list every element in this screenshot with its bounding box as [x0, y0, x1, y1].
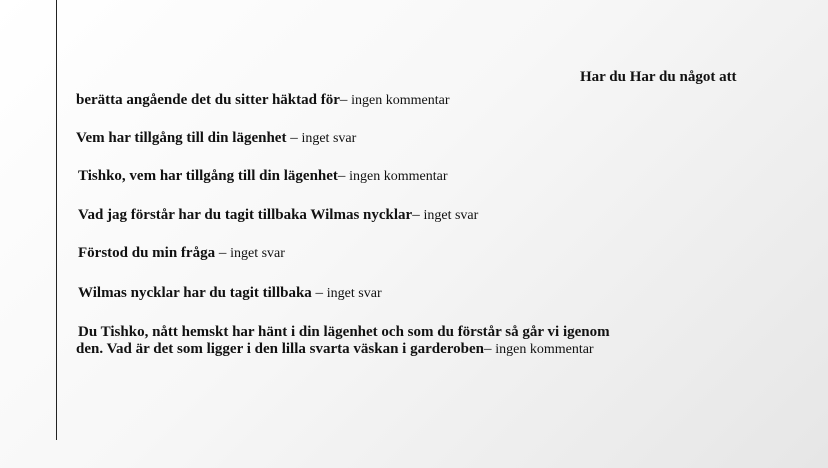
qa-line-7b: den. Vad är det som ligger i den lilla svarta väskan i garderoben– ingen kommentar — [76, 341, 594, 357]
qa-line-2: Vem har tillgång till din lägenhet – inget svar — [76, 130, 357, 146]
qa-line-3: Tishko, vem har tillgång till din lägenhet– ingen kommentar — [78, 168, 448, 184]
qa-line-7a: Du Tishko, nått hemskt har hänt i din lägenhet och som du förstår så går vi igenom — [78, 324, 610, 340]
left-margin-rule — [56, 0, 57, 440]
header-fragment: Har du Har du något att — [580, 69, 737, 85]
qa-line-4: Vad jag förstår har du tagit tillbaka Wilmas nycklar– inget svar — [78, 207, 479, 223]
qa-line-1: berätta angående det du sitter häktad för– ingen kommentar — [76, 92, 450, 108]
qa-line-5: Förstod du min fråga – inget svar — [78, 245, 285, 261]
qa-line-6: Wilmas nycklar har du tagit tillbaka – inget svar — [78, 285, 382, 301]
